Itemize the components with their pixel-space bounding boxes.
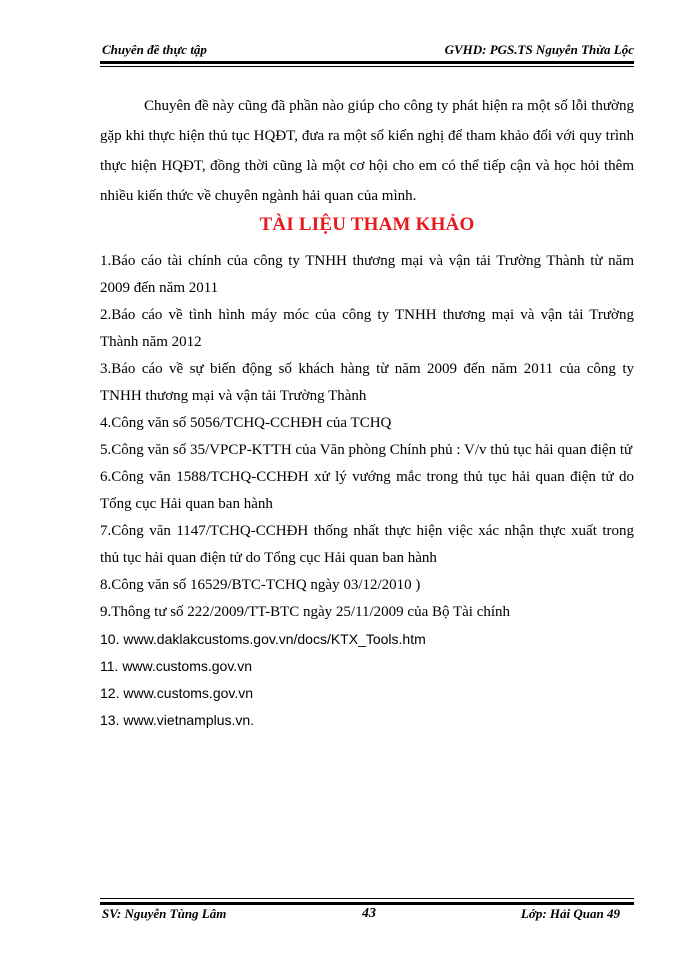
reference-item: 5.Công văn số 35/VPCP-KTTH của Văn phòng Chính phủ : V/v thủ tục hải quan điện tử (100, 442, 633, 458)
footer-rule-thin (100, 898, 634, 899)
page-header (100, 40, 634, 60)
reference-item: 3.Báo cáo về sự biến động số khách hàng từ năm 2009 đến năm 2011 của công ty TNHH thương mại và vận tải Trường Thành (100, 361, 634, 404)
references-title: TÀI LIỆU THAM KHẢO (259, 214, 475, 235)
intro-paragraph: Chuyên đề này cũng đã phần nào giúp cho công ty phát hiện ra một số lỗi thường gặp khi thực hiện thủ tục HQĐT, đưa ra một số kiến nghị để tham khảo đối với quy trình thực hiện HQĐT, đồng thời cũng là một cơ hội cho em có thể tiếp cận và học hỏi thêm nhiều kiến thức về chuyên ngành hải quan của mình. (100, 98, 634, 204)
header-advisor: GVHD: PGS.TS Nguyễn Thừa Lộc (444, 42, 634, 57)
header-rule-thick (100, 61, 634, 64)
header-topic: Chuyên đề thực tập (102, 42, 207, 57)
page-number: 43 (362, 906, 376, 921)
reference-list (100, 248, 634, 734)
reference-link[interactable]: 12. www.customs.gov.vn (100, 685, 254, 701)
reference-item: 7.Công văn 1147/TCHQ-CCHĐH thống nhất thực hiện việc xác nhận thực xuất trong thủ tục hải quan điện tử do Tổng cục Hải quan ban hành (100, 523, 634, 566)
header-rule-thin (100, 66, 634, 67)
reference-item: 4.Công văn số 5056/TCHQ-CCHĐH của TCHQ (100, 415, 392, 431)
reference-item: 6.Công văn 1588/TCHQ-CCHĐH xử lý vướng mắc trong thủ tục hải quan điện tử do Tổng cục Hải quan ban hành (100, 469, 634, 512)
page-footer (100, 906, 634, 926)
footer-student: SV: Nguyễn Tùng Lâm (102, 906, 227, 921)
reference-link[interactable]: 10. www.daklakcustoms.gov.vn/docs/KTX_Tools.htm (100, 631, 426, 647)
footer-class: Lớp: Hải Quan 49 (520, 906, 620, 921)
reference-link[interactable]: 11. www.customs.gov.vn (100, 658, 252, 674)
reference-link[interactable]: 13. www.vietnamplus.vn. (100, 712, 255, 728)
reference-item: 1.Báo cáo tài chính của công ty TNHH thương mại và vận tải Trường Thành từ năm 2009 đến năm 2011 (100, 253, 634, 296)
reference-item: 9.Thông tư số 222/2009/TT-BTC ngày 25/11/2009 của Bộ Tài chính (100, 604, 511, 620)
reference-item: 2.Báo cáo về tình hình máy móc của công ty TNHH thương mại và vận tải Trường Thành năm 2012 (100, 307, 634, 350)
footer-rule-thick (100, 902, 634, 905)
reference-item: 8.Công văn số 16529/BTC-TCHQ ngày 03/12/2010 ) (100, 577, 421, 593)
